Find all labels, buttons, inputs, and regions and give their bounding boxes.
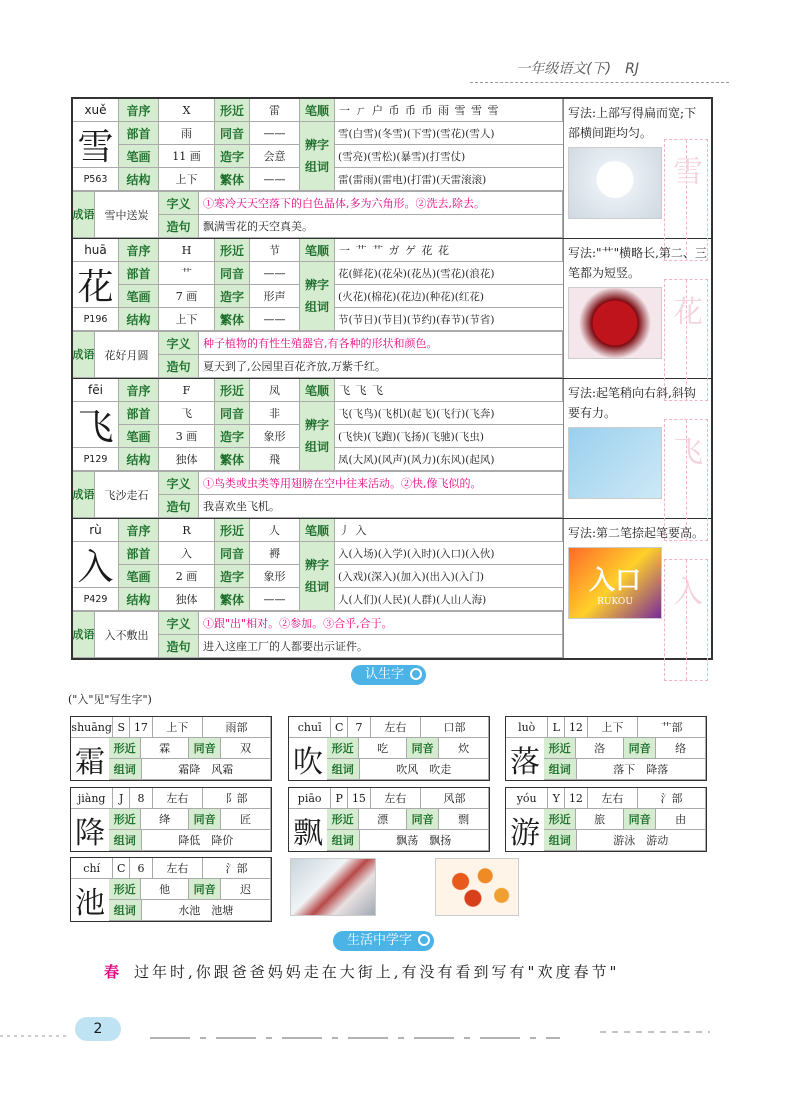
card-order: C [113, 858, 130, 879]
card-shape-row [327, 809, 489, 830]
radical: 入 [159, 542, 215, 565]
label-radical: 部首 [119, 122, 159, 145]
ghost-character: 花 [673, 295, 703, 330]
label-order: 音序 [119, 239, 159, 262]
card-words: 落下 降落 [577, 759, 706, 780]
stroke-order: 一 艹 艹 ガ ゲ 花 花 [335, 239, 563, 262]
entry-left [73, 239, 564, 378]
label-meaning: 字义 [159, 192, 199, 215]
card-label-group: 组词 [109, 759, 142, 780]
entrance-sign-pinyin: RUKOU [597, 596, 633, 607]
label-traditional: 繁体 [215, 308, 250, 331]
card-structure: 左右 [588, 788, 638, 809]
meaning-text: ①跟"出"相对。②参加。③合乎,合于。 [199, 612, 563, 635]
card-label-shape: 形近 [109, 738, 141, 759]
char-entry [73, 519, 711, 658]
char-entry [73, 239, 711, 379]
entry-right [564, 99, 711, 238]
label-radical: 部首 [119, 542, 159, 565]
formation: 象形 [250, 565, 300, 588]
card-order: P [331, 788, 348, 809]
structure: 独体 [159, 588, 215, 611]
card-radical: 艹部 [638, 717, 706, 738]
card-homophone: 炊 [439, 738, 489, 759]
word-group: 凤(大风)(风声)(风力)(东风)(起风) [335, 448, 563, 471]
order-letter: R [159, 519, 215, 542]
idiom-text: 飞沙走石 [95, 472, 159, 518]
card-label-homophone: 同音 [407, 738, 439, 759]
card-label-group: 组词 [109, 830, 142, 851]
recognize-card [505, 787, 707, 852]
big-character: 入 [73, 542, 119, 588]
label-strokes: 笔画 [119, 425, 159, 448]
recognize-title-pill: 认生字 [351, 665, 426, 685]
traditional-char: —— [250, 308, 300, 331]
card-similar: 吃 [359, 738, 407, 759]
recognize-card [288, 716, 490, 781]
card-order: L [548, 717, 565, 738]
label-strokes: 笔画 [119, 145, 159, 168]
char-entry [73, 379, 711, 519]
word-group: 节(节日)(节目)(节约)(春节)(节省) [335, 308, 563, 331]
book-title: 一年级语文(下) RJ [516, 61, 639, 77]
card-label-shape: 形近 [327, 809, 359, 830]
card-words: 游泳 游动 [577, 830, 706, 851]
entry-left [73, 519, 564, 658]
card-big-character: 落 [506, 738, 545, 780]
card-words: 水池 池塘 [142, 900, 271, 921]
card-pinyin: chuī [289, 717, 331, 738]
card-big-character: 吹 [289, 738, 328, 780]
label-order: 音序 [119, 519, 159, 542]
entrance-sign-text: 入口 [588, 565, 641, 596]
page-ref: P429 [83, 593, 108, 605]
label-order: 音序 [119, 99, 159, 122]
label-group: 组词 [304, 300, 329, 314]
card-label-group: 组词 [327, 759, 360, 780]
card-words: 霜降 风霜 [142, 759, 271, 780]
order-letter: F [159, 379, 215, 402]
pinyin: rù [73, 519, 119, 542]
label-traditional: 繁体 [215, 168, 250, 191]
similar-char: 凤 [250, 379, 300, 402]
card-label-group: 组词 [109, 900, 142, 921]
label-sentence: 造句 [159, 215, 199, 238]
card-radical: 氵部 [203, 858, 271, 879]
recognize-card [505, 716, 707, 781]
card-similar: 旅 [576, 809, 624, 830]
idiom-area [73, 331, 563, 378]
label-homophone: 同音 [215, 262, 250, 285]
label-sentence: 造句 [159, 495, 199, 518]
word-group: 花(鲜花)(花朵)(花丛)(雪花)(浪花) [335, 262, 563, 285]
label-distinguish-group [300, 122, 335, 191]
similar-char: 节 [250, 239, 300, 262]
card-label-group: 组词 [544, 759, 577, 780]
page-header [0, 0, 789, 90]
card-big-character: 降 [71, 809, 110, 851]
pinyin: xuě [73, 99, 119, 122]
label-traditional: 繁体 [215, 448, 250, 471]
card-words-row [544, 759, 706, 780]
label-idiom-text: 成语 [73, 208, 95, 221]
stroke-count: 3 画 [159, 425, 215, 448]
big-character: 花 [73, 262, 119, 308]
page-ref: P129 [83, 453, 108, 465]
card-homophone: 迟 [221, 879, 271, 900]
idiom-area [73, 471, 563, 518]
dictionary-page [73, 588, 119, 611]
word-group: 雪(白雪)(冬雪)(下雪)(雪花)(雪人) [335, 122, 563, 145]
card-similar: 漂 [359, 809, 407, 830]
recognize-card [70, 787, 272, 852]
card-words-row [109, 900, 271, 921]
stroke-order: 飞 飞 飞 [335, 379, 563, 402]
falling-leaves-picture [435, 858, 519, 916]
label-meaning: 字义 [159, 612, 199, 635]
card-structure: 左右 [371, 788, 421, 809]
card-order: Y [548, 788, 565, 809]
idiom-text: 花好月圆 [95, 332, 159, 378]
sentence-text: 我喜欢坐飞机。 [199, 495, 563, 518]
card-label-shape: 形近 [109, 809, 141, 830]
word-group: (雪亮)(雪松)(暴雪)(打雪仗) [335, 145, 563, 168]
traditional-char: —— [250, 588, 300, 611]
label-structure: 造字 [215, 565, 250, 588]
stroke-order: 丿 入 [335, 519, 563, 542]
rose-picture [568, 287, 662, 359]
label-homophone: 同音 [215, 402, 250, 425]
entry-grid [73, 99, 563, 191]
structure: 上下 [159, 308, 215, 331]
card-top-row [289, 717, 489, 738]
stroke-count: 2 画 [159, 565, 215, 588]
label-stroke: 笔顺 [300, 239, 335, 262]
label-order: 音序 [119, 379, 159, 402]
entry-right [564, 379, 711, 518]
card-label-shape: 形近 [544, 738, 576, 759]
card-count: 7 [348, 717, 371, 738]
card-words: 飘荡 飘扬 [360, 830, 489, 851]
entry-right [564, 239, 711, 378]
write-chars-table [71, 97, 713, 660]
char-entry [73, 99, 711, 239]
card-words-row [327, 759, 489, 780]
card-label-shape: 形近 [109, 879, 141, 900]
card-big-character: 飘 [289, 809, 328, 851]
label-idiom [73, 472, 95, 518]
card-radical: 氵部 [638, 788, 706, 809]
label-homophone: 同音 [215, 122, 250, 145]
card-words-row [544, 830, 706, 851]
card-structure: 上下 [588, 717, 638, 738]
card-shape-row [109, 809, 271, 830]
writing-tip: 写法:"艹"横略长,第二、三笔都为短竖。 [568, 246, 707, 280]
card-shape-row [327, 738, 489, 759]
card-words-row [109, 830, 271, 851]
card-big-character: 游 [506, 809, 545, 851]
label-radical: 部首 [119, 402, 159, 425]
label-shape: 形近 [215, 99, 250, 122]
helicopter-picture [568, 427, 662, 499]
dictionary-page [73, 308, 119, 331]
card-order: C [331, 717, 348, 738]
card-top-row [506, 788, 706, 809]
label-idiom-text: 成语 [73, 628, 95, 641]
label-struct2: 结构 [119, 168, 159, 191]
dictionary-page [73, 448, 119, 471]
big-character: 雪 [73, 122, 119, 168]
label-struct2: 结构 [119, 588, 159, 611]
radical: 飞 [159, 402, 215, 425]
label-group: 组词 [304, 160, 329, 174]
structure: 独体 [159, 448, 215, 471]
stroke-count: 11 画 [159, 145, 215, 168]
radical: 艹 [159, 262, 215, 285]
pinyin: huā [73, 239, 119, 262]
entry-grid [73, 379, 563, 471]
card-pinyin: chí [71, 858, 113, 879]
label-stroke: 笔顺 [300, 99, 335, 122]
word-group: (飞快)(飞跑)(飞扬)(飞驰)(飞虫) [335, 425, 563, 448]
card-similar: 洛 [576, 738, 624, 759]
big-character: 飞 [73, 402, 119, 448]
writing-tip: 写法:上部写得扁而宽;下部横间距均匀。 [568, 106, 697, 140]
card-top-row [71, 858, 271, 879]
life-text: 春 过年时,你跟爸爸妈妈走在大街上,有没有看到写有"欢度春节" [104, 963, 620, 981]
card-words: 降低 降价 [142, 830, 271, 851]
entry-grid [73, 239, 563, 331]
entry-left [73, 379, 564, 518]
label-shape: 形近 [215, 519, 250, 542]
traditional-char: 飛 [250, 448, 300, 471]
label-distinguish: 辨字 [304, 418, 329, 432]
label-idiom [73, 332, 95, 378]
ghost-character: 雪 [673, 155, 703, 190]
label-homophone: 同音 [215, 542, 250, 565]
label-shape: 形近 [215, 239, 250, 262]
meaning-text: 种子植物的有性生殖器官,有各种的形状和颜色。 [199, 332, 563, 355]
card-similar: 绛 [141, 809, 189, 830]
stroke-order: 一 ㄏ 户 币 币 币 雨 雪 雪 雪 [335, 99, 563, 122]
radical: 雨 [159, 122, 215, 145]
label-radical: 部首 [119, 262, 159, 285]
label-distinguish-group [300, 262, 335, 331]
card-count: 15 [348, 788, 371, 809]
card-label-homophone: 同音 [407, 809, 439, 830]
card-structure: 左右 [153, 788, 203, 809]
card-order: S [113, 717, 130, 738]
card-label-shape: 形近 [327, 738, 359, 759]
label-sentence: 造句 [159, 635, 199, 658]
card-big-character: 霜 [71, 738, 110, 780]
card-words-row [109, 759, 271, 780]
label-struct2: 结构 [119, 308, 159, 331]
card-label-group: 组词 [544, 830, 577, 851]
entry-grid [73, 519, 563, 611]
card-radical: 口部 [421, 717, 489, 738]
meaning-text: ①鸟类或虫类等用翅膀在空中往来活动。②快,像飞似的。 [199, 472, 563, 495]
card-big-character: 池 [71, 879, 110, 921]
dictionary-page [73, 168, 119, 191]
card-label-homophone: 同音 [189, 879, 221, 900]
stroke-count: 7 画 [159, 285, 215, 308]
meaning-text: ①寒冷天天空落下的白色晶体,多为六角形。②洗去,除去。 [199, 192, 563, 215]
entrance-picture [568, 547, 662, 619]
page-ref: P196 [83, 313, 108, 325]
idiom-area [73, 611, 563, 658]
card-label-homophone: 同音 [189, 809, 221, 830]
card-homophone: 由 [656, 809, 706, 830]
card-structure: 左右 [371, 717, 421, 738]
ghost-character: 入 [673, 575, 703, 610]
label-stroke: 笔顺 [300, 519, 335, 542]
idiom-text: 入不敷出 [95, 612, 159, 658]
card-label-shape: 形近 [544, 809, 576, 830]
word-group: 入(入场)(入学)(入时)(入口)(入伙) [335, 542, 563, 565]
order-letter: X [159, 99, 215, 122]
card-similar: 霖 [141, 738, 189, 759]
label-group: 组词 [304, 440, 329, 454]
pinyin: fēi [73, 379, 119, 402]
recognize-card [288, 787, 490, 852]
order-letter: H [159, 239, 215, 262]
label-idiom-text: 成语 [73, 348, 95, 361]
card-radical: 风部 [421, 788, 489, 809]
label-struct2: 结构 [119, 448, 159, 471]
card-pinyin: yóu [506, 788, 548, 809]
card-pinyin: jiàng [71, 788, 113, 809]
label-meaning: 字义 [159, 472, 199, 495]
card-pinyin: piāo [289, 788, 331, 809]
label-distinguish-group [300, 542, 335, 611]
card-label-homophone: 同音 [624, 809, 656, 830]
card-structure: 左右 [153, 858, 203, 879]
sentence-text: 进入这座工厂的人都要出示证件。 [199, 635, 563, 658]
label-traditional: 繁体 [215, 588, 250, 611]
label-group: 组词 [304, 580, 329, 594]
card-label-homophone: 同音 [624, 738, 656, 759]
page-ref: P563 [83, 173, 108, 185]
label-idiom-text: 成语 [73, 488, 95, 501]
label-structure: 造字 [215, 145, 250, 168]
ghost-character: 飞 [673, 435, 703, 470]
card-label-group: 组词 [327, 830, 360, 851]
card-homophone: 双 [221, 738, 271, 759]
card-homophone: 剽 [439, 809, 489, 830]
formation: 会意 [250, 145, 300, 168]
header-divider [470, 82, 729, 83]
card-pinyin: shuāng [71, 717, 113, 738]
writing-tip: 写法:第二笔捺起笔要高。 [568, 526, 705, 540]
recognize-card [70, 716, 272, 781]
card-label-homophone: 同音 [189, 738, 221, 759]
writing-tip: 写法:起笔稍向右斜,斜钩要有力。 [568, 386, 696, 420]
sentence-text: 夏天到了,公园里百花齐放,万紫千红。 [199, 355, 563, 378]
homophone-char: 非 [250, 402, 300, 425]
card-top-row [506, 717, 706, 738]
frost-berries-picture [290, 858, 376, 916]
card-structure: 上下 [153, 717, 203, 738]
label-structure: 造字 [215, 425, 250, 448]
card-order: J [113, 788, 130, 809]
traditional-char: —— [250, 168, 300, 191]
card-top-row [289, 788, 489, 809]
label-strokes: 笔画 [119, 565, 159, 588]
life-title-pill: 生活中学字 [333, 931, 434, 951]
idiom-area [73, 191, 563, 238]
idiom-text: 雪中送炭 [95, 192, 159, 238]
label-idiom [73, 612, 95, 658]
card-homophone: 络 [656, 738, 706, 759]
formation: 象形 [250, 425, 300, 448]
card-radical: 雨部 [203, 717, 271, 738]
snowman-picture [568, 147, 662, 219]
similar-char: 雷 [250, 99, 300, 122]
recognize-card [70, 857, 272, 922]
sentence-text: 飘满雪花的天空真美。 [199, 215, 563, 238]
homophone-char: 褥 [250, 542, 300, 565]
label-distinguish: 辨字 [304, 558, 329, 572]
card-count: 12 [565, 717, 588, 738]
label-meaning: 字义 [159, 332, 199, 355]
word-group: (入戏)(深入)(加入)(出入)(入门) [335, 565, 563, 588]
label-distinguish: 辨字 [304, 278, 329, 292]
word-group: 人(人们)(人民)(人群)(人山人海) [335, 588, 563, 611]
similar-char: 人 [250, 519, 300, 542]
card-shape-row [544, 809, 706, 830]
word-group: 飞(飞鸟)(飞机)(起飞)(飞行)(飞奔) [335, 402, 563, 425]
card-shape-row [109, 738, 271, 759]
page-number: 2 [75, 1017, 121, 1041]
word-group: 雷(雷雨)(雷电)(打雷)(天雷滚滚) [335, 168, 563, 191]
card-radical: 阝部 [203, 788, 271, 809]
label-idiom [73, 192, 95, 238]
label-structure: 造字 [215, 285, 250, 308]
label-distinguish-group [300, 402, 335, 471]
card-homophone: 匠 [221, 809, 271, 830]
card-count: 8 [130, 788, 153, 809]
label-shape: 形近 [215, 379, 250, 402]
entry-left [73, 99, 564, 238]
card-top-row [71, 788, 271, 809]
card-shape-row [109, 879, 271, 900]
recognize-note: ("入"见"写生字") [68, 693, 152, 706]
card-similar: 他 [141, 879, 189, 900]
homophone-char: —— [250, 122, 300, 145]
entry-right [564, 519, 711, 658]
card-words-row [327, 830, 489, 851]
label-distinguish: 辨字 [304, 138, 329, 152]
card-count: 6 [130, 858, 153, 879]
structure: 上下 [159, 168, 215, 191]
label-sentence: 造句 [159, 355, 199, 378]
label-stroke: 笔顺 [300, 379, 335, 402]
label-strokes: 笔画 [119, 285, 159, 308]
card-pinyin: luò [506, 717, 548, 738]
word-group: (火花)(棉花)(花边)(种花)(红花) [335, 285, 563, 308]
card-count: 17 [130, 717, 153, 738]
card-words: 吹风 吹走 [360, 759, 489, 780]
card-top-row [71, 717, 271, 738]
formation: 形声 [250, 285, 300, 308]
homophone-char: —— [250, 262, 300, 285]
card-count: 12 [565, 788, 588, 809]
card-shape-row [544, 738, 706, 759]
